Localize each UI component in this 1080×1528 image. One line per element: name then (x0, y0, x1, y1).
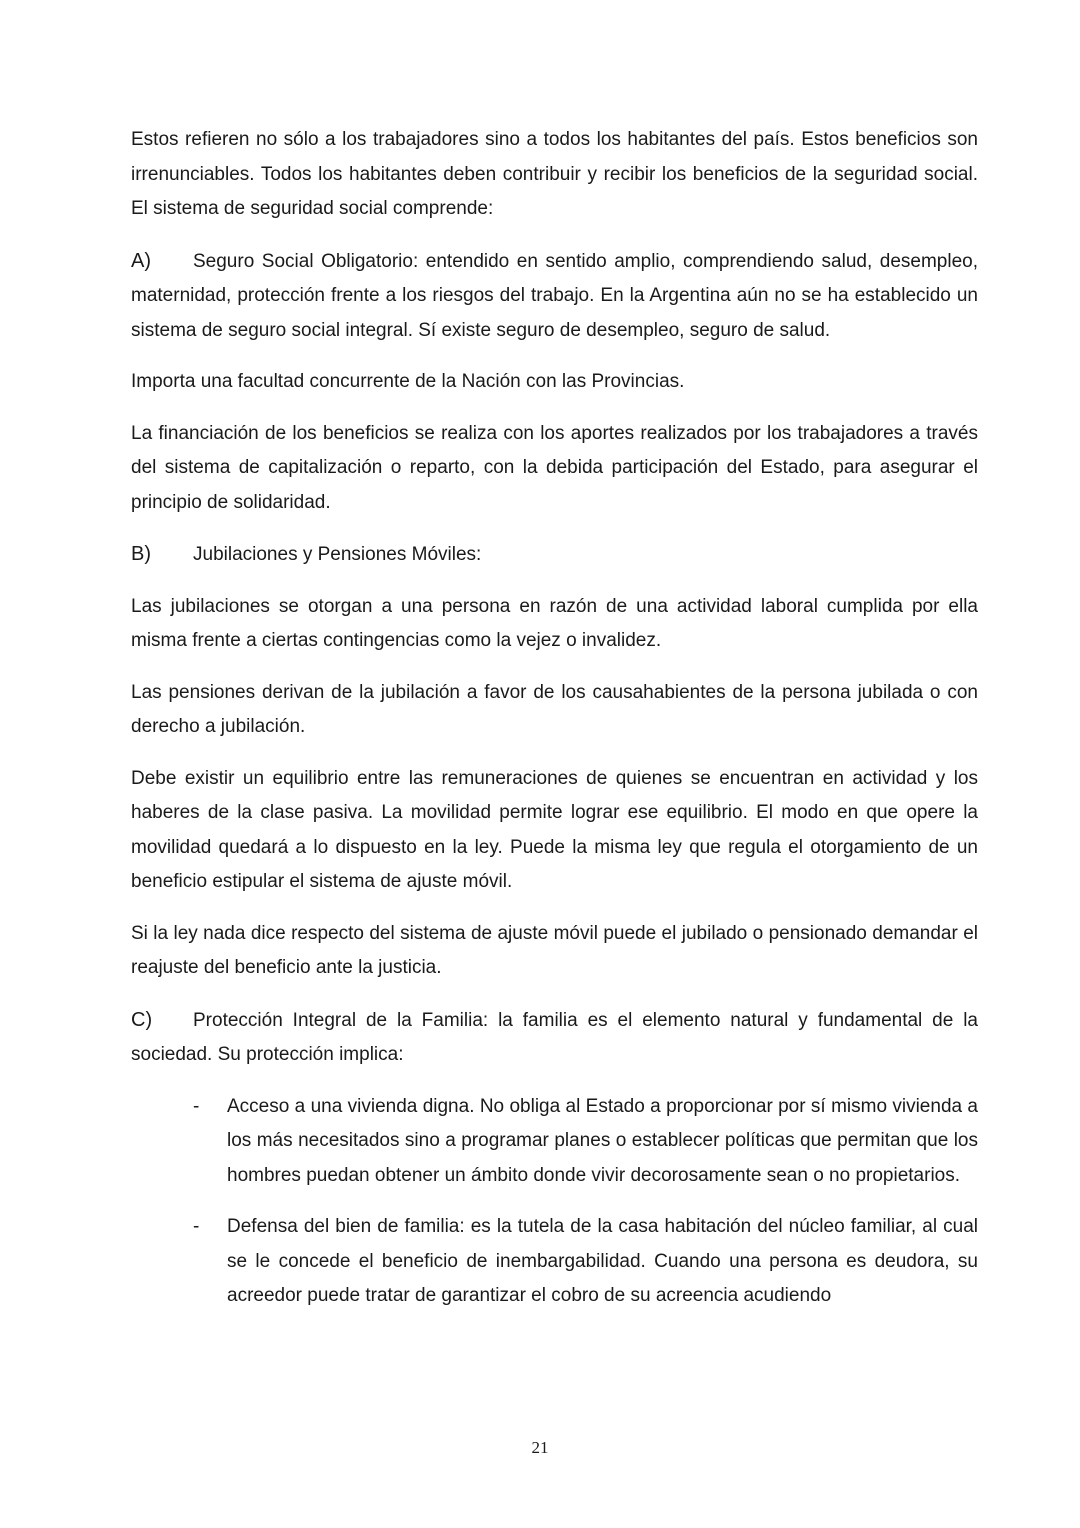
bullet-dash: - (193, 1095, 200, 1117)
section-b-heading (131, 537, 978, 573)
section-b-title: Jubilaciones y Pensiones Móviles: (193, 544, 482, 565)
bullet-dash: - (193, 1216, 200, 1237)
section-b-letter: B) (131, 543, 151, 565)
section-a-heading (131, 244, 978, 349)
bullet-text-2: Defensa del bien de familia: es la tutela de la casa habitación del núcleo familiar, al cual se le concede el beneficio de inembargabilidad. Cuando una persona es deudora, su acreedor puede tratar de garantizar el cobro de su acreencia acudiendo (227, 1216, 978, 1306)
page-body (131, 123, 978, 1331)
section-b-paragraph-1: Las jubilaciones se otorgan a una persona en razón de una actividad laboral cumplida por ella misma frente a ciertas contingencias como la vejez o invalidez. (131, 595, 978, 651)
bullet-text-1: Acceso a una vivienda digna. No obliga al Estado a proporcionar por sí mismo vivienda a los más necesitados sino a programar planes o establecer políticas que permitan que los hombres puedan obtener un ámbito donde vivir decorosamente sean o no propietarios. (227, 1095, 978, 1186)
list-item (193, 1210, 978, 1314)
section-a-paragraph-2: La financiación de los beneficios se realiza con los aportes realizados por los trabajadores a través del sistema de capitalización o reparto, con la debida participación del Estado, para asegurar el principio de solidaridad. (131, 422, 978, 513)
section-b-paragraph-3: Debe existir un equilibrio entre las remuneraciones de quienes se encuentran en actividad y los haberes de la clase pasiva. La movilidad permite lograr ese equilibrio. El modo en que opere la movilidad quedará a lo dispuesto en la ley. Puede la misma ley que regula el otorgamiento de un beneficio estipular el sistema de ajuste móvil. (131, 767, 978, 892)
section-b-paragraph-4: Si la ley nada dice respecto del sistema de ajuste móvil puede el jubilado o pensionado demandar el reajuste del beneficio ante la justicia. (131, 922, 978, 978)
section-c-bullet-list (131, 1090, 978, 1314)
section-a-letter: A) (131, 249, 151, 272)
section-b-paragraph-2: Las pensiones derivan de la jubilación a favor de los causahabientes de la persona jubilada o con derecho a jubilación. (131, 681, 978, 737)
section-a-title: Seguro Social Obligatorio: entendido en sentido amplio, comprendiendo salud, desempleo, maternidad, protección frente a los riesgos del trabajo. En la Argentina aún no se ha establecido un sistema de seguro social integral. Sí existe seguro de desempleo, seguro de salud. (131, 250, 978, 341)
page-number: 21 (531, 1438, 549, 1457)
section-a-paragraph-1: Importa una facultad concurrente de la Nación con las Provincias. (131, 371, 685, 392)
section-c-letter: C) (131, 1008, 153, 1031)
list-item (193, 1090, 978, 1194)
intro-paragraph: Estos refieren no sólo a los trabajadores sino a todos los habitantes del país. Estos beneficios son irrenunciables. Todos los habitantes deben contribuir y recibir los beneficios de la seguridad social. El sistema de seguridad social comprende: (131, 129, 978, 219)
section-c-title: Protección Integral de la Familia: la familia es el elemento natural y fundamental de la sociedad. Su protección implica: (131, 1009, 978, 1065)
section-c-heading (131, 1003, 978, 1073)
